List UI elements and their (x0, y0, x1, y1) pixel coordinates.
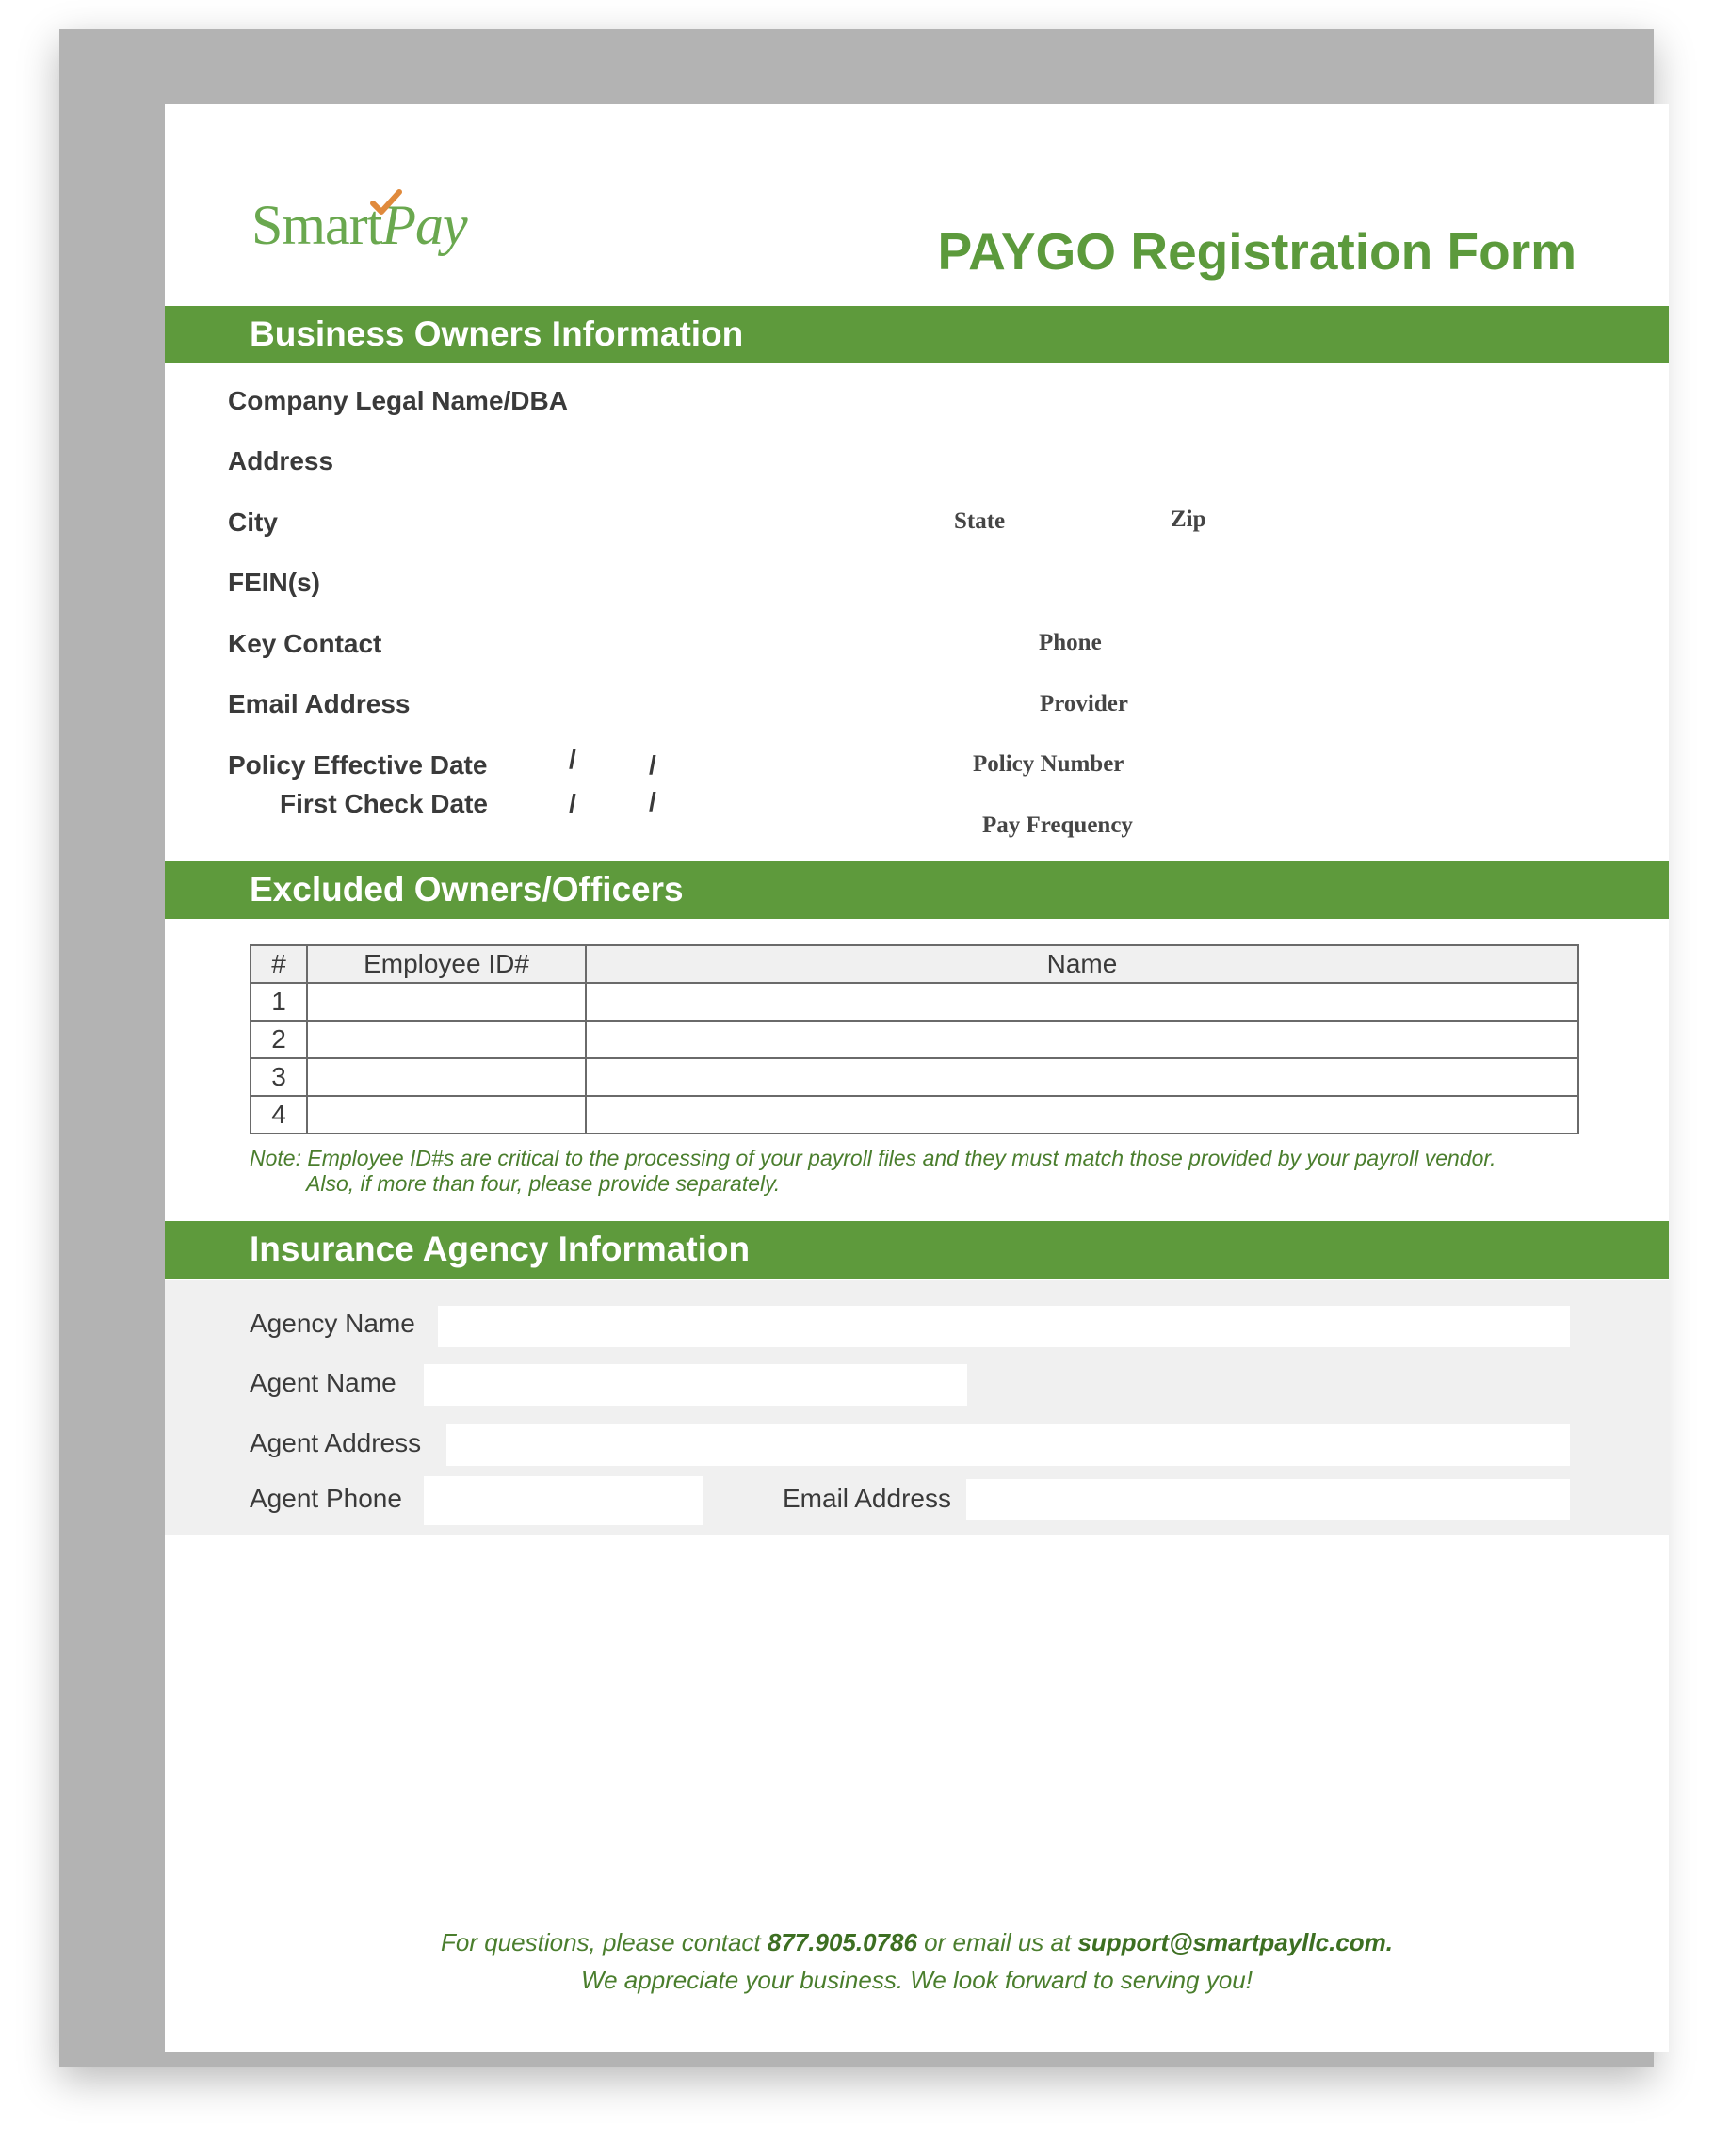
column-header-employee-id: Employee ID# (307, 945, 586, 983)
name-cell[interactable] (586, 1021, 1578, 1058)
table-row (251, 983, 1578, 1021)
employee-id-cell[interactable] (307, 1058, 586, 1096)
employee-id-cell[interactable] (307, 1021, 586, 1058)
policy-number-label: Policy Number (973, 751, 1124, 777)
key-contact-label: Key Contact (228, 629, 382, 658)
date-separator: / (649, 787, 656, 816)
excluded-officers-table (250, 944, 1579, 1134)
state-label: State (954, 508, 1006, 534)
table-row (251, 1096, 1578, 1134)
email-label: Email Address (228, 689, 411, 718)
contact-footer: For questions, please contact 877.905.0786 or email us at support@smartpayllc.com. (441, 1928, 1393, 1956)
name-cell[interactable] (586, 983, 1578, 1021)
column-header-name: Name (586, 945, 1578, 983)
row-number: 2 (251, 1021, 307, 1058)
agent-name-input[interactable] (424, 1364, 967, 1406)
support-email: support@smartpayllc.com. (1077, 1928, 1393, 1956)
phone-label: Phone (1039, 630, 1102, 655)
agency-name-input[interactable] (438, 1306, 1570, 1347)
policy-effective-date-label: Policy Effective Date (228, 750, 488, 780)
section-header-business: Business Owners Information (165, 306, 1669, 363)
thank-you-message: We appreciate your business. We look forward to serving you! (581, 1966, 1253, 1994)
column-header-number: # (251, 945, 307, 983)
address-label: Address (228, 446, 334, 475)
page-title: PAYGO Registration Form (937, 222, 1577, 281)
agent-phone-input[interactable] (424, 1476, 703, 1525)
employee-id-note: Note: Employee ID#s are critical to the processing of your payroll files and they must match those provided by your payroll vendor. Also, if more than four, please provide separately. (250, 1146, 1496, 1196)
table-row (251, 1021, 1578, 1058)
company-name-label: Company Legal Name/DBA (228, 386, 568, 415)
name-cell[interactable] (586, 1058, 1578, 1096)
agent-email-input[interactable] (966, 1479, 1570, 1520)
agent-address-input[interactable] (446, 1424, 1570, 1466)
name-cell[interactable] (586, 1096, 1578, 1134)
agency-name-label: Agency Name (250, 1309, 415, 1338)
insurance-agency-panel (165, 1280, 1669, 1535)
table-header-row (251, 945, 1578, 983)
agent-phone-label: Agent Phone (250, 1484, 402, 1513)
date-separator: / (569, 745, 576, 774)
section-header-insurance: Insurance Agency Information (165, 1221, 1669, 1279)
employee-id-cell[interactable] (307, 1096, 586, 1134)
support-phone: 877.905.0786 (767, 1928, 917, 1956)
zip-label: Zip (1171, 507, 1206, 532)
logo-pay-text: Pay (381, 194, 467, 256)
employee-id-cell[interactable] (307, 983, 586, 1021)
date-separator: / (569, 789, 576, 818)
provider-label: Provider (1040, 691, 1128, 716)
row-number: 3 (251, 1058, 307, 1096)
row-number: 4 (251, 1096, 307, 1134)
table-row (251, 1058, 1578, 1096)
first-check-date-label: First Check Date (280, 789, 488, 818)
logo-smart-text: Smart (251, 194, 382, 256)
agent-name-label: Agent Name (250, 1368, 396, 1397)
fein-label: FEIN(s) (228, 568, 320, 597)
row-number: 1 (251, 983, 307, 1021)
agent-address-label: Agent Address (250, 1428, 422, 1457)
city-label: City (228, 507, 278, 537)
date-separator: / (649, 750, 656, 780)
section-header-excluded: Excluded Owners/Officers (165, 861, 1669, 919)
checkmark-icon (370, 189, 402, 216)
pay-frequency-label: Pay Frequency (982, 813, 1133, 838)
document-frame (59, 29, 1654, 2067)
agent-email-label: Email Address (783, 1484, 951, 1513)
smartpay-logo (251, 193, 467, 258)
form-page (165, 104, 1669, 2052)
